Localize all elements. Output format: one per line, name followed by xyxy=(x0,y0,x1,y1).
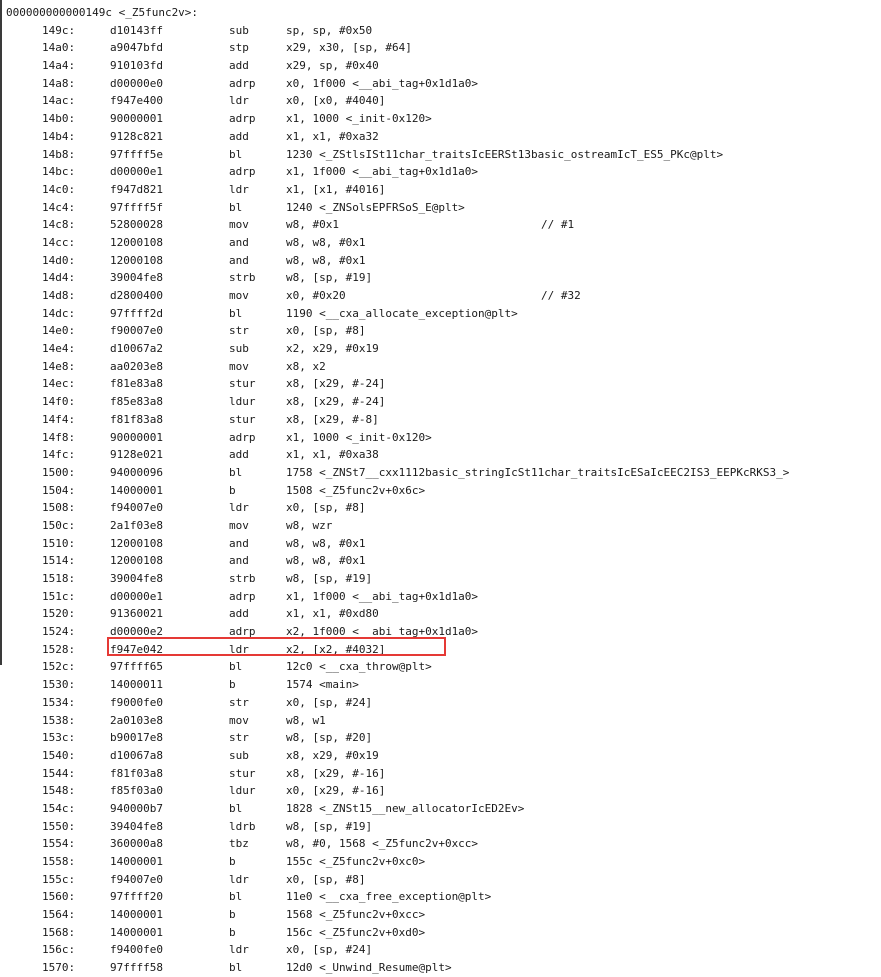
opcode-hex-cell: 97ffff58 xyxy=(110,961,163,975)
instruction-row xyxy=(6,588,876,606)
address-cell: 14f4: xyxy=(42,412,76,426)
operands-cell: x1, 1f000 <__abi_tag+0x1d1a0> xyxy=(286,589,479,603)
instruction-row xyxy=(6,605,876,623)
opcode-hex-cell: b90017e8 xyxy=(110,731,163,745)
address-cell: 1534: xyxy=(42,695,76,709)
operands-cell: 1574 <main> xyxy=(286,678,359,692)
address-cell: 1504: xyxy=(42,483,76,497)
opcode-hex-cell: 39404fe8 xyxy=(110,819,163,833)
function-header: 000000000000149c <_Z5func2v>: xyxy=(6,6,199,19)
mnemonic-cell: ldrb xyxy=(229,819,256,833)
opcode-hex-cell: d2800400 xyxy=(110,289,163,302)
address-cell: 1560: xyxy=(42,890,76,904)
address-cell: 14d8: xyxy=(42,289,76,302)
instruction-row xyxy=(6,782,876,800)
instruction-row xyxy=(6,623,876,641)
instruction-row xyxy=(6,676,876,694)
instruction-row xyxy=(6,110,876,128)
mnemonic-cell: ldr xyxy=(229,182,249,196)
address-cell: 14bc: xyxy=(42,165,76,179)
opcode-hex-cell: 12000108 xyxy=(110,235,163,249)
address-cell: 1524: xyxy=(42,625,76,639)
address-cell: 1554: xyxy=(42,837,76,851)
address-cell: 1538: xyxy=(42,713,76,727)
operands-cell: x0, 1f000 <__abi_tag+0x1d1a0> xyxy=(286,76,479,90)
instruction-row xyxy=(6,658,876,676)
address-cell: 1558: xyxy=(42,855,76,868)
opcode-hex-cell: 12000108 xyxy=(110,554,163,568)
operands-cell: x0, [sp, #8] xyxy=(286,872,366,886)
mnemonic-cell: stur xyxy=(229,377,256,391)
address-cell: 1520: xyxy=(42,607,76,621)
mnemonic-cell: ldr xyxy=(229,872,249,886)
operands-cell: x1, 1000 <_init-0x120> xyxy=(286,430,432,444)
instruction-row xyxy=(6,57,876,75)
instruction-row xyxy=(6,535,876,553)
operands-cell: w8, w8, #0x1 xyxy=(286,554,366,568)
opcode-hex-cell: 39004fe8 xyxy=(110,271,163,285)
comment-cell: // #32 xyxy=(541,289,581,302)
operands-cell: 1828 <_ZNSt15__new_allocatorIcED2Ev> xyxy=(286,801,525,815)
address-cell: 156c: xyxy=(42,943,76,957)
instruction-row xyxy=(6,941,876,959)
operands-cell: x1, 1f000 <__abi_tag+0x1d1a0> xyxy=(286,165,479,179)
address-cell: 14ec: xyxy=(42,377,76,391)
operands-cell: w8, [sp, #19] xyxy=(286,819,373,833)
mnemonic-cell: b xyxy=(229,855,236,868)
address-cell: 14b8: xyxy=(42,147,76,161)
mnemonic-cell: mov xyxy=(229,713,249,727)
instruction-row xyxy=(6,269,876,287)
address-cell: 153c: xyxy=(42,731,76,745)
operands-cell: w8, [sp, #20] xyxy=(286,731,373,745)
operands-cell: x0, [sp, #24] xyxy=(286,695,373,709)
instruction-row xyxy=(6,747,876,765)
operands-cell: x2, 1f000 <__abi_tag+0x1d1a0> xyxy=(286,625,479,639)
opcode-hex-cell: 90000001 xyxy=(110,112,163,126)
opcode-hex-cell: f81f83a8 xyxy=(110,412,163,426)
address-cell: 14e0: xyxy=(42,324,76,338)
operands-cell: x8, x2 xyxy=(286,359,326,373)
mnemonic-cell: ldr xyxy=(229,642,249,656)
opcode-hex-cell: f90007e0 xyxy=(110,324,163,338)
opcode-hex-cell: f947e042 xyxy=(110,642,163,656)
instruction-row xyxy=(6,340,876,358)
opcode-hex-cell: 97ffff65 xyxy=(110,660,163,674)
instruction-row xyxy=(6,641,876,659)
opcode-hex-cell: f85f03a0 xyxy=(110,784,163,798)
instruction-row xyxy=(6,959,876,977)
operands-cell: w8, #0x1 xyxy=(286,218,339,232)
opcode-hex-cell: f81e83a8 xyxy=(110,377,163,391)
mnemonic-cell: str xyxy=(229,731,249,745)
instruction-row xyxy=(6,800,876,818)
operands-cell: x8, x29, #0x19 xyxy=(286,748,379,762)
operands-cell: x0, [sp, #8] xyxy=(286,324,366,338)
opcode-hex-cell: 2a1f03e8 xyxy=(110,518,163,532)
instruction-row xyxy=(6,305,876,323)
operands-cell: w8, #0, 1568 <_Z5func2v+0xcc> xyxy=(286,837,479,851)
mnemonic-cell: ldur xyxy=(229,395,256,409)
instruction-row xyxy=(6,358,876,376)
address-cell: 152c: xyxy=(42,660,76,674)
instruction-row xyxy=(6,765,876,783)
opcode-hex-cell: 39004fe8 xyxy=(110,572,163,585)
operands-cell: w8, w8, #0x1 xyxy=(286,536,366,550)
address-cell: 14dc: xyxy=(42,306,76,320)
address-cell: 14b0: xyxy=(42,112,76,126)
operands-cell: x8, [x29, #-24] xyxy=(286,395,386,409)
operands-cell: x8, [x29, #-24] xyxy=(286,377,386,391)
operands-cell: w8, w8, #0x1 xyxy=(286,253,366,267)
address-cell: 14c8: xyxy=(42,218,76,232)
mnemonic-cell: sub xyxy=(229,748,249,762)
instruction-row xyxy=(6,128,876,146)
mnemonic-cell: adrp xyxy=(229,589,256,603)
opcode-hex-cell: aa0203e8 xyxy=(110,359,163,373)
mnemonic-cell: and xyxy=(229,536,249,550)
opcode-hex-cell: 12000108 xyxy=(110,536,163,550)
opcode-hex-cell: 910103fd xyxy=(110,59,163,73)
mnemonic-cell: mov xyxy=(229,518,249,532)
instruction-row xyxy=(6,853,876,871)
instruction-row xyxy=(6,482,876,500)
address-cell: 14f8: xyxy=(42,430,76,444)
opcode-hex-cell: f94007e0 xyxy=(110,501,163,515)
instruction-row xyxy=(6,712,876,730)
operands-cell: 155c <_Z5func2v+0xc0> xyxy=(286,855,426,868)
mnemonic-cell: adrp xyxy=(229,430,256,444)
mnemonic-cell: and xyxy=(229,235,249,249)
address-cell: 1514: xyxy=(42,554,76,568)
address-cell: 154c: xyxy=(42,801,76,815)
instruction-row xyxy=(6,146,876,164)
operands-cell: w8, w1 xyxy=(286,713,326,727)
mnemonic-cell: stp xyxy=(229,41,249,55)
instruction-row xyxy=(6,375,876,393)
operands-cell: x0, [x29, #-16] xyxy=(286,784,386,798)
operands-cell: x1, [x1, #4016] xyxy=(286,182,386,196)
instruction-row xyxy=(6,464,876,482)
opcode-hex-cell: 94000096 xyxy=(110,465,163,479)
instruction-row xyxy=(6,252,876,270)
opcode-hex-cell: a9047bfd xyxy=(110,41,163,55)
address-cell: 149c: xyxy=(42,23,76,37)
instruction-row xyxy=(6,393,876,411)
instruction-row xyxy=(6,234,876,252)
mnemonic-cell: ldr xyxy=(229,94,249,108)
operands-cell: w8, wzr xyxy=(286,518,333,532)
instruction-row xyxy=(6,694,876,712)
mnemonic-cell: and xyxy=(229,554,249,568)
mnemonic-cell: sub xyxy=(229,342,249,356)
operands-cell: x1, x1, #0xa32 xyxy=(286,129,379,143)
address-cell: 14e8: xyxy=(42,359,76,373)
mnemonic-cell: b xyxy=(229,678,236,692)
mnemonic-cell: bl xyxy=(229,465,243,479)
mnemonic-cell: adrp xyxy=(229,625,256,639)
address-cell: 14c4: xyxy=(42,200,76,214)
instruction-row xyxy=(6,216,876,234)
address-cell: 14f0: xyxy=(42,395,76,409)
instruction-row xyxy=(6,906,876,924)
address-cell: 14fc: xyxy=(42,448,76,462)
address-cell: 14a0: xyxy=(42,41,76,55)
instruction-row xyxy=(6,39,876,57)
operands-cell: sp, sp, #0x50 xyxy=(286,23,373,37)
mnemonic-cell: stur xyxy=(229,766,256,780)
instruction-row xyxy=(6,871,876,889)
instruction-row xyxy=(6,429,876,447)
mnemonic-cell: stur xyxy=(229,412,256,426)
instruction-row xyxy=(6,924,876,942)
address-cell: 14ac: xyxy=(42,94,76,108)
opcode-hex-cell: 940000b7 xyxy=(110,801,163,815)
instruction-row xyxy=(6,322,876,340)
instruction-row xyxy=(6,199,876,217)
opcode-hex-cell: 2a0103e8 xyxy=(110,713,163,727)
operands-cell: 1758 <_ZNSt7__cxx1112basic_stringIcSt11char_traitsIcESaIcEEC2IS3_EEPKcRKS3_> xyxy=(286,465,790,479)
opcode-hex-cell: 52800028 xyxy=(110,218,163,232)
opcode-hex-cell: d10143ff xyxy=(110,23,163,37)
opcode-hex-cell: f85e83a8 xyxy=(110,395,163,409)
address-cell: 1564: xyxy=(42,908,76,922)
opcode-hex-cell: 91360021 xyxy=(110,607,163,621)
opcode-hex-cell: 14000001 xyxy=(110,925,163,939)
mnemonic-cell: bl xyxy=(229,660,243,674)
mnemonic-cell: bl xyxy=(229,801,243,815)
mnemonic-cell: strb xyxy=(229,271,256,285)
operands-cell: 1230 <_ZStlsISt11char_traitsIcEERSt13basic_ostreamIcT_ES5_PKc@plt> xyxy=(286,147,724,161)
instruction-row xyxy=(6,499,876,517)
address-cell: 1544: xyxy=(42,766,76,780)
mnemonic-cell: ldr xyxy=(229,943,249,957)
opcode-hex-cell: 14000001 xyxy=(110,483,163,497)
opcode-hex-cell: 14000011 xyxy=(110,678,163,692)
address-cell: 14a4: xyxy=(42,59,76,73)
mnemonic-cell: b xyxy=(229,908,236,922)
operands-cell: 12d0 <_Unwind_Resume@plt> xyxy=(286,961,452,975)
instruction-row xyxy=(6,835,876,853)
opcode-hex-cell: d10067a2 xyxy=(110,342,163,356)
address-cell: 1570: xyxy=(42,961,76,975)
mnemonic-cell: adrp xyxy=(229,165,256,179)
instruction-row xyxy=(6,181,876,199)
instruction-row xyxy=(6,163,876,181)
address-cell: 151c: xyxy=(42,589,76,603)
instruction-row xyxy=(6,411,876,429)
operands-cell: x2, [x2, #4032] xyxy=(286,642,386,656)
opcode-hex-cell: d00000e0 xyxy=(110,76,163,90)
address-cell: 1500: xyxy=(42,465,76,479)
operands-cell: x29, sp, #0x40 xyxy=(286,59,379,73)
operands-cell: x1, 1000 <_init-0x120> xyxy=(286,112,432,126)
mnemonic-cell: bl xyxy=(229,890,243,904)
opcode-hex-cell: 90000001 xyxy=(110,430,163,444)
address-cell: 14a8: xyxy=(42,76,76,90)
opcode-hex-cell: d00000e2 xyxy=(110,625,163,639)
opcode-hex-cell: 97ffff20 xyxy=(110,890,163,904)
operands-cell: 1240 <_ZNSolsEPFRSoS_E@plt> xyxy=(286,200,465,214)
instruction-row xyxy=(6,75,876,93)
instruction-row xyxy=(6,888,876,906)
instruction-row xyxy=(6,517,876,535)
instruction-row xyxy=(6,22,876,40)
mnemonic-cell: and xyxy=(229,253,249,267)
address-cell: 14c0: xyxy=(42,182,76,196)
operands-cell: x0, [sp, #8] xyxy=(286,501,366,515)
mnemonic-cell: add xyxy=(229,59,249,73)
opcode-hex-cell: 360000a8 xyxy=(110,837,163,851)
comment-cell: // #1 xyxy=(541,218,575,232)
disassembly-listing xyxy=(6,4,876,977)
operands-cell: x2, x29, #0x19 xyxy=(286,342,379,356)
mnemonic-cell: sub xyxy=(229,23,249,37)
operands-cell: 1568 <_Z5func2v+0xcc> xyxy=(286,908,426,922)
instruction-row xyxy=(6,570,876,588)
operands-cell: x0, #0x20 xyxy=(286,289,346,302)
address-cell: 14cc: xyxy=(42,235,76,249)
instruction-row xyxy=(6,92,876,110)
operands-cell: x0, [x0, #4040] xyxy=(286,94,386,108)
opcode-hex-cell: f81f03a8 xyxy=(110,766,163,780)
address-cell: 1510: xyxy=(42,536,76,550)
opcode-hex-cell: f9000fe0 xyxy=(110,695,163,709)
instruction-rows xyxy=(6,22,876,977)
mnemonic-cell: bl xyxy=(229,306,243,320)
address-cell: 1530: xyxy=(42,678,76,692)
window-left-border xyxy=(0,0,2,665)
operands-cell: x1, x1, #0xd80 xyxy=(286,607,379,621)
mnemonic-cell: add xyxy=(229,607,249,621)
operands-cell: w8, [sp, #19] xyxy=(286,572,373,585)
operands-cell: 1190 <__cxa_allocate_exception@plt> xyxy=(286,306,518,320)
address-cell: 150c: xyxy=(42,518,76,532)
address-cell: 155c: xyxy=(42,872,76,886)
mnemonic-cell: strb xyxy=(229,572,256,585)
address-cell: 1550: xyxy=(42,819,76,833)
instruction-row xyxy=(6,729,876,747)
opcode-hex-cell: f947d821 xyxy=(110,182,163,196)
mnemonic-cell: ldr xyxy=(229,501,249,515)
operands-cell: x1, x1, #0xa38 xyxy=(286,448,379,462)
address-cell: 14d4: xyxy=(42,271,76,285)
opcode-hex-cell: f94007e0 xyxy=(110,872,163,886)
opcode-hex-cell: d00000e1 xyxy=(110,165,163,179)
mnemonic-cell: b xyxy=(229,925,236,939)
address-cell: 14d0: xyxy=(42,253,76,267)
mnemonic-cell: bl xyxy=(229,147,243,161)
instruction-row xyxy=(6,287,876,305)
operands-cell: 156c <_Z5func2v+0xd0> xyxy=(286,925,426,939)
address-cell: 1548: xyxy=(42,784,76,798)
address-cell: 14e4: xyxy=(42,342,76,356)
operands-cell: x29, x30, [sp, #64] xyxy=(286,41,412,55)
opcode-hex-cell: 97ffff5e xyxy=(110,147,163,161)
instruction-row xyxy=(6,552,876,570)
opcode-hex-cell: f9400fe0 xyxy=(110,943,163,957)
operands-cell: w8, w8, #0x1 xyxy=(286,235,366,249)
operands-cell: 11e0 <__cxa_free_exception@plt> xyxy=(286,890,492,904)
address-cell: 14b4: xyxy=(42,129,76,143)
mnemonic-cell: add xyxy=(229,129,249,143)
address-cell: 1568: xyxy=(42,925,76,939)
operands-cell: x8, [x29, #-16] xyxy=(286,766,386,780)
mnemonic-cell: str xyxy=(229,324,249,338)
instruction-row xyxy=(6,818,876,836)
mnemonic-cell: ldur xyxy=(229,784,256,798)
operands-cell: w8, [sp, #19] xyxy=(286,271,373,285)
mnemonic-cell: adrp xyxy=(229,112,256,126)
address-cell: 1508: xyxy=(42,501,76,515)
operands-cell: 12c0 <__cxa_throw@plt> xyxy=(286,660,432,674)
mnemonic-cell: adrp xyxy=(229,76,256,90)
mnemonic-cell: mov xyxy=(229,218,249,232)
operands-cell: x0, [sp, #24] xyxy=(286,943,373,957)
mnemonic-cell: mov xyxy=(229,359,249,373)
mnemonic-cell: add xyxy=(229,448,249,462)
mnemonic-cell: b xyxy=(229,483,236,497)
mnemonic-cell: bl xyxy=(229,961,243,975)
mnemonic-cell: bl xyxy=(229,200,243,214)
mnemonic-cell: tbz xyxy=(229,837,249,851)
opcode-hex-cell: 14000001 xyxy=(110,855,163,868)
opcode-hex-cell: 9128e021 xyxy=(110,448,163,462)
address-cell: 1518: xyxy=(42,572,76,585)
mnemonic-cell: mov xyxy=(229,289,249,302)
instruction-row xyxy=(6,446,876,464)
opcode-hex-cell: 97ffff2d xyxy=(110,306,163,320)
opcode-hex-cell: 14000001 xyxy=(110,908,163,922)
address-cell: 1540: xyxy=(42,748,76,762)
operands-cell: 1508 <_Z5func2v+0x6c> xyxy=(286,483,426,497)
opcode-hex-cell: 12000108 xyxy=(110,253,163,267)
opcode-hex-cell: f947e400 xyxy=(110,94,163,108)
opcode-hex-cell: 97ffff5f xyxy=(110,200,163,214)
operands-cell: x8, [x29, #-8] xyxy=(286,412,379,426)
opcode-hex-cell: d00000e1 xyxy=(110,589,163,603)
mnemonic-cell: str xyxy=(229,695,249,709)
address-cell: 1528: xyxy=(42,642,76,656)
opcode-hex-cell: 9128c821 xyxy=(110,129,163,143)
opcode-hex-cell: d10067a8 xyxy=(110,748,163,762)
